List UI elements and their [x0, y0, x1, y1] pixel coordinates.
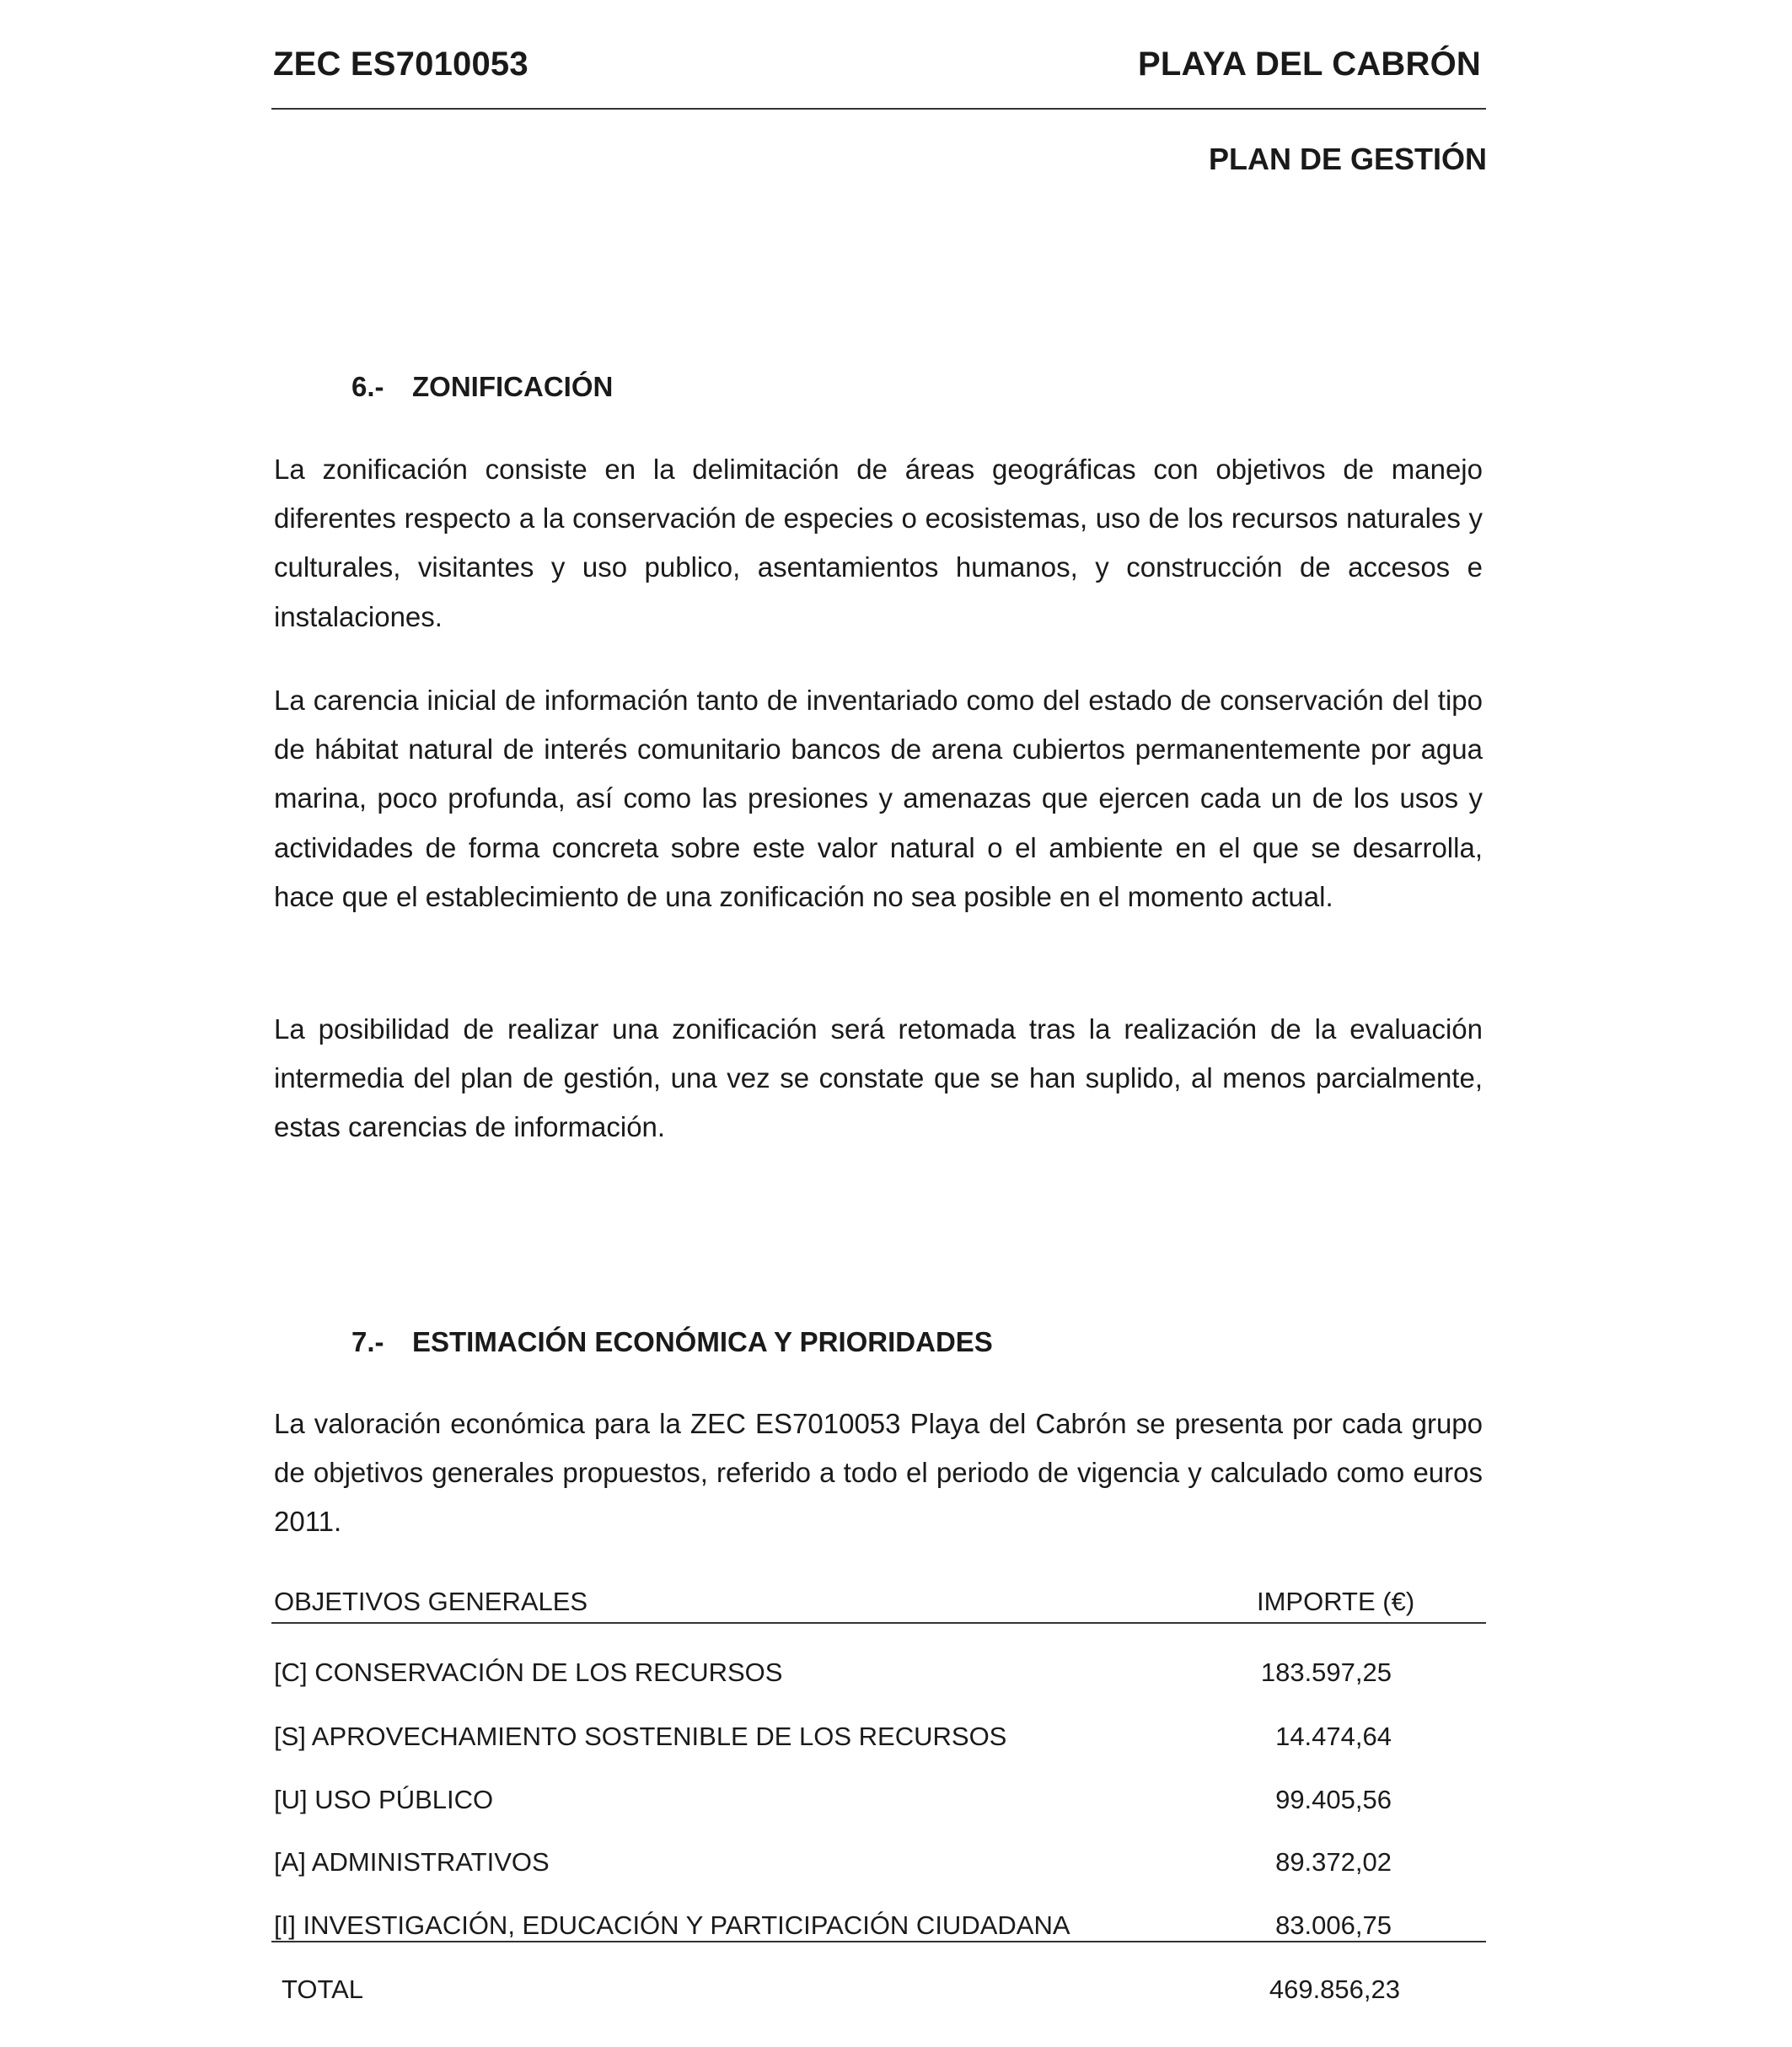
row-amount: 89.372,02	[1275, 1847, 1392, 1877]
row-amount: 183.597,25	[1260, 1657, 1392, 1687]
section-6-number: 6.-	[351, 371, 384, 402]
row-objective: [A] ADMINISTRATIVOS	[274, 1847, 550, 1877]
total-label: TOTAL	[282, 1974, 364, 2004]
row-amount: 14.474,64	[1275, 1722, 1392, 1751]
section-6-paragraph-2: La carencia inicial de información tanto de inventariado como del estado de conservación del tipo de hábitat natural de interés comunitario bancos de arena cubiertos permanentemente por agua marina, poco profunda, así como las presiones y amenazas que ejercen cada un de los usos y actividades de forma concreta sobre este valor natural o el ambiente en el que se desarrolla, hace que el establecimiento de una zonificación no sea posible en el momento actual.	[274, 685, 1483, 912]
table-row	[271, 1910, 1486, 1944]
table-header	[271, 1585, 1486, 1624]
table-body	[271, 1624, 1486, 1942]
section-7-heading	[351, 1326, 993, 1358]
total-amount: 469.856,23	[1269, 1974, 1400, 2004]
page-header	[271, 35, 1486, 110]
header-amount: IMPORTE (€)	[1257, 1587, 1415, 1616]
table-row	[271, 1847, 1486, 1881]
table-row	[271, 1785, 1486, 1819]
row-objective: [C] CONSERVACIÓN DE LOS RECURSOS	[274, 1657, 783, 1687]
section-6-paragraph-1: La zonificación consiste en la delimitación de áreas geográficas con objetivos de manejo diferentes respecto a la conservación de especies o ecosistemas, uso de los recursos naturales y culturales, visitantes y uso publico, asentamientos humanos, y construcción de accesos e instalaciones.	[274, 454, 1483, 632]
section-6-title: ZONIFICACIÓN	[412, 371, 614, 402]
header-objectives: OBJETIVOS GENERALES	[274, 1587, 588, 1616]
row-objective: [I] INVESTIGACIÓN, EDUCACIÓN Y PARTICIPACIÓN CIUDADANA	[274, 1910, 1070, 1940]
section-7-number: 7.-	[351, 1326, 384, 1357]
row-objective: [U] USO PÚBLICO	[274, 1785, 494, 1814]
table-row	[271, 1657, 1486, 1691]
budget-table	[271, 1585, 1486, 2004]
row-amount: 99.405,56	[1275, 1785, 1392, 1814]
header-site-name: PLAYA DEL CABRÓN	[1138, 46, 1481, 83]
section-7-title: ESTIMACIÓN ECONÓMICA Y PRIORIDADES	[412, 1326, 993, 1357]
section-7-paragraph-1: La valoración económica para la ZEC ES7010053 Playa del Cabrón se presenta por cada grupo de objetivos generales propuestos, referido a todo el periodo de vigencia y calculado como euros 2011.	[274, 1408, 1483, 1538]
document-subtitle: PLAN DE GESTIÓN	[1208, 142, 1487, 176]
section-6-paragraph-3: La posibilidad de realizar una zonificación será retomada tras la realización de la evaluación intermedia del plan de gestión, una vez se constate que se han suplido, al menos parcialmente, estas carencias de información.	[274, 1013, 1483, 1143]
row-objective: [S] APROVECHAMIENTO SOSTENIBLE DE LOS RECURSOS	[274, 1722, 1007, 1751]
section-6-heading	[351, 371, 613, 403]
header-site-code: ZEC ES7010053	[273, 46, 528, 83]
table-total-row	[271, 1942, 1486, 2004]
row-amount: 83.006,75	[1275, 1910, 1392, 1940]
table-row	[271, 1722, 1486, 1755]
